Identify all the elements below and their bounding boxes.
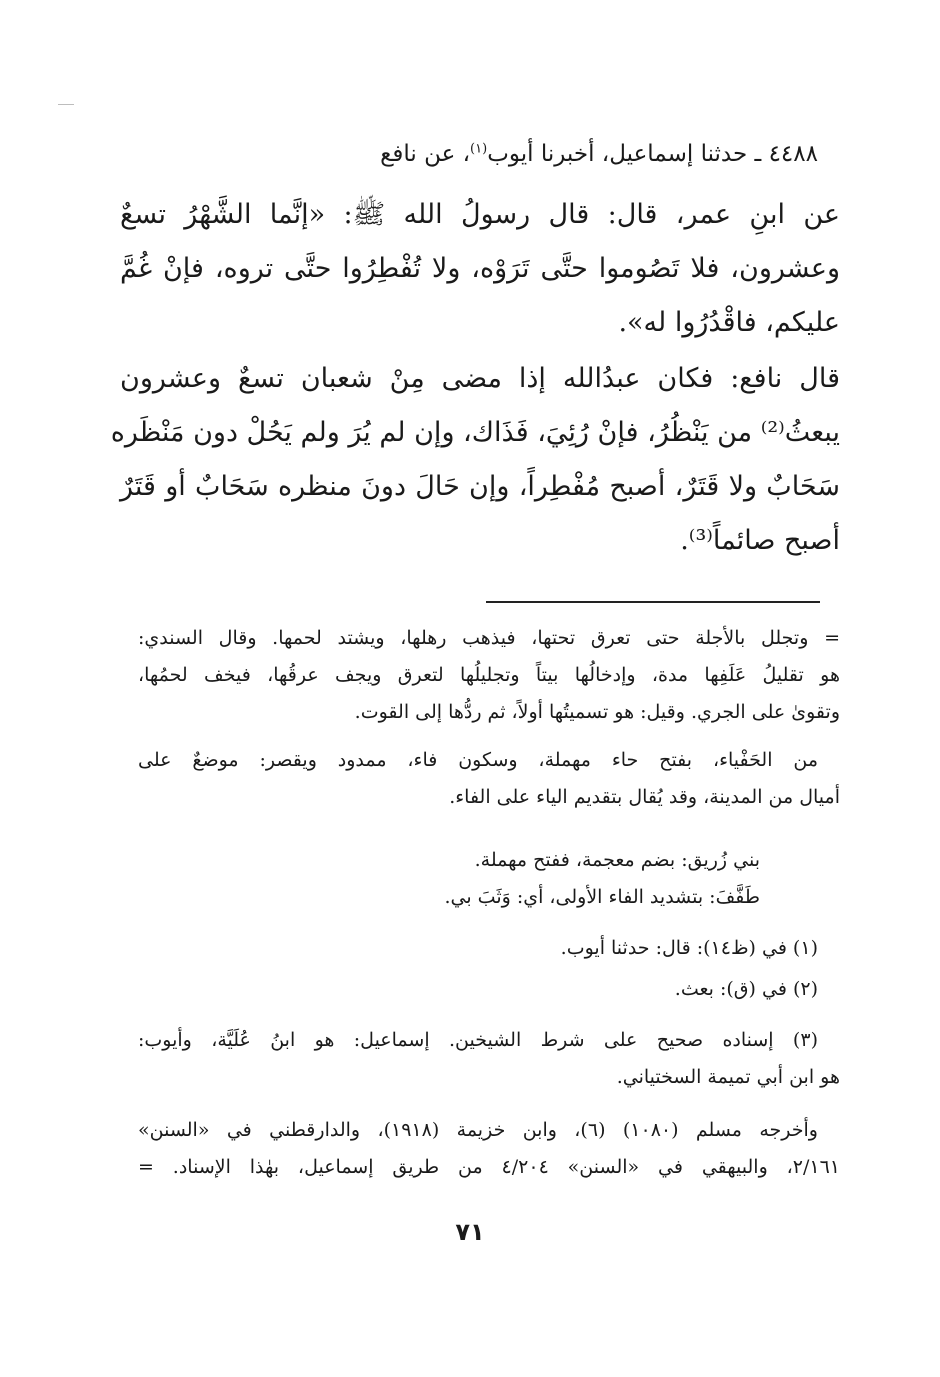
footnotes-block <box>138 620 840 731</box>
top-margin-mark <box>58 104 74 105</box>
text-line: سَحَابٌ ولا قَتَرٌ، أصبح مُفْطِراً، وإن حَالَ دونَ منظره سَحَابٌ أو قَتَرٌ <box>120 471 840 502</box>
footnote-line: = وتجلل بالأجلة حتى تعرق تحتها، فيذهب رهلها، ويشتد لحمها. وقال السندي: <box>138 627 840 649</box>
footnote-line: من الحَفْياء، بفتح حاء مهملة، وسكون فاء، ممدود ويقصر: موضعٌ على <box>138 749 818 771</box>
text-line: يبعثُ⁽²⁾ من يَنْظُرُ، فإنْ رُئِيَ، فَذَاك، وإن لم يُرَ ولم يَحُلْ دون مَنْظَره <box>110 417 840 448</box>
hadith-number-line-tail: ، عن نافع <box>380 141 471 167</box>
footnotes-block <box>138 742 840 816</box>
text-line: وعشرون، فلا تَصُوموا حتَّى تَرَوْه، ولا تُفْطِرُوا حتَّى تروه، فإنْ غُمَّ <box>120 253 840 284</box>
footnote-line: وتقوىٰ على الجري. وقيل: هو تسميتُها أولاً، ثم ردُّها إلى القوت. <box>354 701 840 723</box>
footnotes-block <box>138 930 840 1008</box>
footnote-line: طَفَّفَ: بتشديد الفاء الأولى، أي: وَثَبَ بي. <box>444 886 760 908</box>
footnotes-block <box>138 842 840 916</box>
footnote-line: أميال من المدينة، وقد يُقال بتقديم الياء على الفاء. <box>449 786 840 808</box>
footnote-line: وأخرجه مسلم (١٠٨٠) (٦)، وابن خزيمة (١٩١٨)، والدارقطني في «السنن» <box>138 1119 818 1141</box>
footnote-1: (١) في (ظ١٤): قال: حدثنا أيوب. <box>560 937 818 959</box>
footnote-2: (٢) في (ق): بعث. <box>674 978 818 1000</box>
footnote-line: هو ابن أبي تميمة السختياني. <box>616 1066 840 1088</box>
hadith-paragraph-2 <box>110 352 840 568</box>
footnote-ref-1: (١) <box>470 141 488 157</box>
footnote-line: بني زُريق: بضم معجمة، ففتح مهملة. <box>474 849 760 871</box>
footnote-line: هو تقليلُ عَلَفِها مدة، وإدخالُها بيتاً وتجليلُها لتعرق ويجف عرقُها، فيخف لحمُها، <box>138 664 840 686</box>
text-line: عليكم، فاقْدُرُوا له». <box>618 307 840 338</box>
hadith-paragraph-1 <box>120 188 840 350</box>
footnote-3: (٣) إسناده صحيح على شرط الشيخين. إسماعيل: هو ابنُ عُلَيَّة، وأيوب: <box>138 1029 818 1051</box>
hadith-number-line: ٤٤٨٨ ـ حدثنا إسماعيل، أخبرنا أيوب <box>487 141 818 167</box>
hadith-heading <box>380 134 818 174</box>
footnote-separator <box>486 601 820 603</box>
footnote-line: ٢/١٦١، والبيهقي في «السنن» ٤/٢٠٤ من طريق إسماعيل، بهٰذا الإسناد. = <box>138 1156 840 1178</box>
footnotes-block <box>138 1022 840 1096</box>
footnotes-block <box>138 1112 840 1186</box>
text-line: قال نافع: فكان عبدُالله إذا مضى مِنْ شعبان تسعٌ وعشرون <box>120 363 840 394</box>
page-number: ٧١ <box>455 1218 485 1246</box>
text-line: عن ابنِ عمر، قال: قال رسولُ الله ﷺ: «إنَّما الشَّهْرُ تسعٌ <box>120 199 840 230</box>
text-line: أصبح صائماً⁽³⁾. <box>680 525 840 556</box>
